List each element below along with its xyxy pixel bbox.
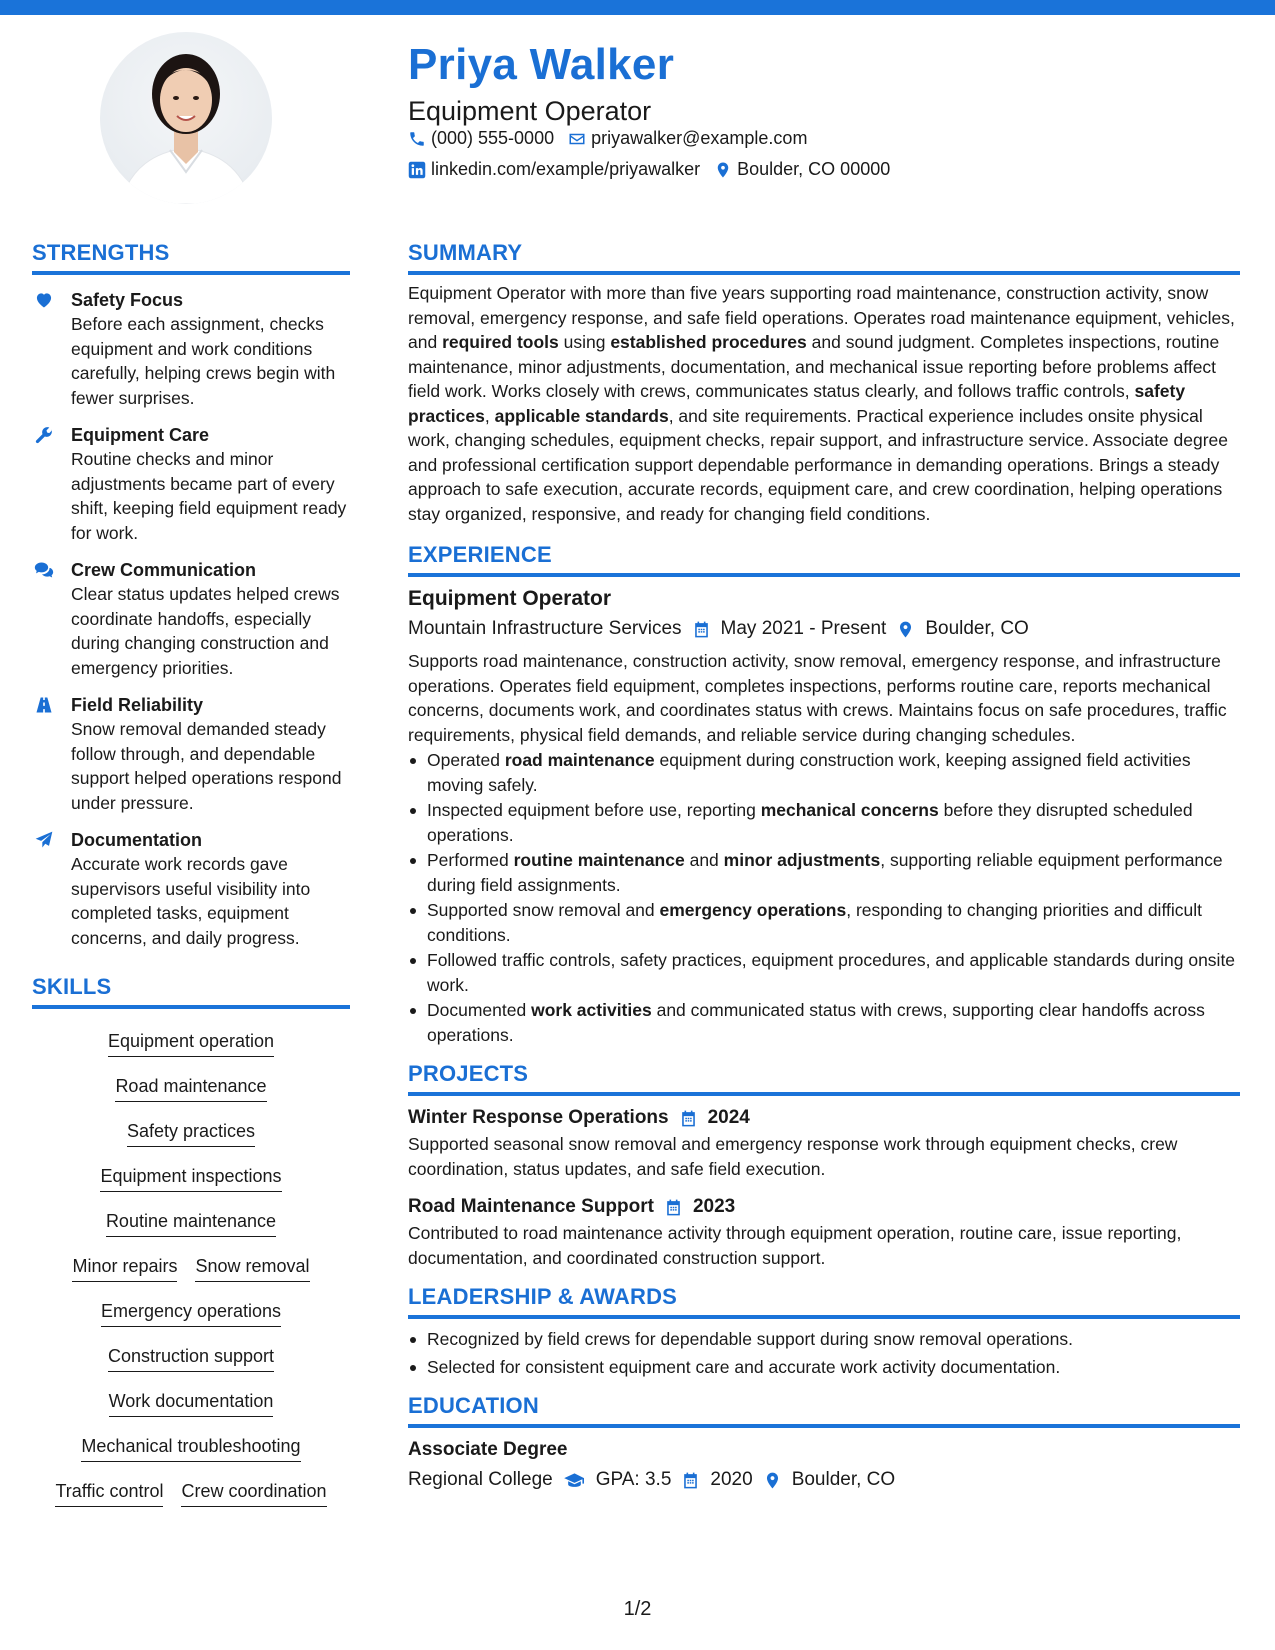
degree: Associate Degree: [408, 1439, 568, 1460]
job-description: Supports road maintenance, construction activity, snow removal, emergency response, and infrastructure operations. Operates field equipment, completes inspections, performs routine care, reports mechanical concerns, documents work, and coordinates status with crews. Maintains focus on safe procedures, traffic requirements, physical field demands, and reliable service during changing schedules.: [408, 651, 1227, 745]
skill-row: [109, 1383, 274, 1428]
education-heading: EDUCATION: [408, 1393, 1240, 1428]
experience-bullets: [408, 748, 1240, 1047]
phone-icon: [408, 130, 426, 148]
strength-title: Documentation: [71, 830, 203, 850]
strength-item: [32, 288, 350, 410]
skill-tag: Minor repairs: [72, 1254, 177, 1282]
skill-row: [115, 1068, 266, 1113]
skill-row: [72, 1248, 309, 1293]
calendar-icon: [664, 1198, 683, 1217]
map-pin-icon: [714, 161, 732, 179]
phone-contact[interactable]: [408, 128, 554, 149]
bold-phrase: road maintenance: [504, 750, 655, 770]
chat-icon: [34, 560, 54, 580]
project-item: [408, 1193, 1240, 1270]
strength-title: Equipment Care: [71, 425, 210, 445]
summary-heading: SUMMARY: [408, 240, 1240, 275]
experience-bullet: Followed traffic controls, safety practices, equipment procedures, and applicable standards during onsite work.: [408, 948, 1240, 997]
job-title: Equipment Operator: [408, 587, 612, 610]
bold-phrase: safety practices: [408, 381, 1186, 426]
education-meta: [408, 1466, 1240, 1494]
top-accent-bar: [0, 0, 1275, 15]
map-pin-icon: [763, 1471, 782, 1490]
skill-tag: Work documentation: [109, 1389, 274, 1417]
bold-phrase: emergency operations: [659, 900, 847, 920]
project-year: 2024: [707, 1107, 750, 1128]
project-header: [408, 1193, 1240, 1221]
calendar-icon: [681, 1471, 700, 1490]
projects-heading: PROJECTS: [408, 1061, 1240, 1096]
skill-row: [55, 1473, 326, 1518]
contact-row-2: [408, 159, 890, 180]
calendar-icon: [679, 1109, 698, 1128]
strength-item: [32, 423, 350, 545]
bold-phrase: required tools: [442, 332, 559, 352]
gpa: GPA: 3.5: [595, 1469, 672, 1490]
bold-phrase: minor adjustments: [723, 850, 881, 870]
right-column: [408, 240, 1240, 1500]
wrench-icon: [34, 425, 54, 445]
skill-row: [127, 1113, 255, 1158]
candidate-name: Priya Walker: [408, 40, 675, 89]
strength-desc: Before each assignment, checks equipment and work conditions carefully, helping crews begin with fewer surprises.: [71, 314, 336, 408]
skills-heading: SKILLS: [32, 974, 350, 1009]
graduation-cap-icon: [563, 1471, 586, 1490]
skill-tag: Snow removal: [195, 1254, 309, 1282]
strength-item: [32, 693, 350, 815]
skill-row: [101, 1293, 281, 1338]
experience-bullet: Inspected equipment before use, reporting mechanical concerns before they disrupted scheduled operations.: [408, 798, 1240, 847]
bold-phrase: mechanical concerns: [760, 800, 939, 820]
bold-phrase: routine maintenance: [513, 850, 685, 870]
calendar-icon: [692, 620, 711, 639]
skill-row: [106, 1203, 276, 1248]
skill-tag: Mechanical troubleshooting: [81, 1434, 300, 1462]
bold-phrase: applicable standards: [494, 405, 669, 426]
strength-desc: Accurate work records gave supervisors useful visibility into completed tasks, equipment concerns, and daily progress.: [71, 854, 311, 948]
location-text: Boulder, CO 00000: [737, 159, 891, 179]
linkedin-contact[interactable]: [408, 159, 700, 180]
skill-tag: Equipment operation: [108, 1029, 274, 1057]
graduation-year: 2020: [710, 1469, 753, 1490]
summary-text: Equipment Operator with more than five years supporting road maintenance, construction activity, snow removal, emergency response, and safe field operations. Operates road maintenance equipment, vehicles, and required tools using established procedures and sound judgment. Completes inspections, routine maintenance, minor adjustments, documentation, and mechanical issue reporting before problems affect field work. Works closely with crews, communicates status clearly, and follows traffic controls, safety practices, applicable standards, and site requirements. Practical experience includes onsite physical work, changing schedules, equipment checks, repair support, and infrastructure service. Associate degree and professional certification support dependable performance in demanding operations. Brings a steady approach to safe execution, accurate records, equipment care, and crew coordination, helping operations stay organized, responsive, and ready for changing field conditions.: [408, 283, 1235, 524]
skill-row: [81, 1428, 300, 1473]
company-name: Mountain Infrastructure Services: [408, 618, 682, 639]
strength-item: [32, 828, 350, 950]
experience-bullet: Documented work activities and communicated status with crews, supporting clear handoffs across operations.: [408, 998, 1240, 1047]
school-name: Regional College: [408, 1469, 553, 1490]
map-pin-icon: [896, 620, 915, 639]
heart-icon: [34, 290, 54, 310]
left-column: [32, 240, 350, 1518]
profile-photo: [100, 32, 272, 204]
project-title: Winter Response Operations: [408, 1107, 669, 1128]
skill-tag: Construction support: [108, 1344, 274, 1372]
project-item: [408, 1104, 1240, 1181]
linkedin-text: linkedin.com/example/priyawalker: [431, 159, 701, 179]
bold-phrase: work activities: [531, 1000, 652, 1020]
strength-title: Field Reliability: [71, 695, 204, 715]
skill-tag: Traffic control: [55, 1479, 163, 1507]
strength-desc: Clear status updates helped crews coordinate handoffs, especially during changing construction and emergency priorities.: [71, 584, 340, 678]
project-desc: Contributed to road maintenance activity through equipment operation, routine care, issue reporting, documentation, and coordinated construction support.: [408, 1223, 1182, 1268]
skill-row: [108, 1023, 274, 1068]
skill-row: [108, 1338, 274, 1383]
education-location: Boulder, CO: [791, 1469, 896, 1490]
skill-tag: Road maintenance: [115, 1074, 266, 1102]
paper-plane-icon: [34, 830, 54, 850]
experience-heading: EXPERIENCE: [408, 542, 1240, 577]
skill-tag: Routine maintenance: [106, 1209, 276, 1237]
job-dates: May 2021 - Present: [720, 618, 887, 639]
job-meta: [408, 615, 1240, 643]
leadership-heading: LEADERSHIP & AWARDS: [408, 1284, 1240, 1319]
strength-desc: Routine checks and minor adjustments became part of every shift, keeping field equipment ready for work.: [71, 449, 347, 543]
strength-item: [32, 558, 350, 680]
experience-bullet: Supported snow removal and emergency operations, responding to changing priorities and difficult conditions.: [408, 898, 1240, 947]
bold-phrase: established procedures: [610, 332, 807, 352]
experience-bullet: Performed routine maintenance and minor adjustments, supporting reliable equipment performance during field assignments.: [408, 848, 1240, 897]
strengths-heading: STRENGTHS: [32, 240, 350, 275]
project-year: 2023: [692, 1196, 736, 1217]
phone-text: (000) 555-0000: [431, 128, 555, 148]
project-desc: Supported seasonal snow removal and emergency response work through equipment checks, crew coordination, status updates, and safe field execution.: [408, 1134, 1178, 1179]
linkedin-icon: [408, 161, 426, 179]
leadership-item: Recognized by field crews for dependable support during snow removal operations.: [408, 1327, 1240, 1352]
skills-list: [32, 1023, 350, 1518]
leadership-item: Selected for consistent equipment care and accurate work activity documentation.: [408, 1355, 1240, 1380]
experience-bullet: Operated road maintenance equipment during construction work, keeping assigned field activities moving safely.: [408, 748, 1240, 797]
skill-tag: Safety practices: [127, 1119, 255, 1147]
email-text: priyawalker@example.com: [591, 128, 808, 148]
skill-tag: Crew coordination: [181, 1479, 326, 1507]
candidate-title: Equipment Operator: [408, 96, 652, 126]
strength-desc: Snow removal demanded steady follow through, and dependable support helped operations respond under pressure.: [71, 719, 342, 813]
road-icon: [34, 695, 54, 715]
page-number: 1/2: [623, 1598, 652, 1620]
strength-title: Safety Focus: [71, 290, 184, 310]
leadership-list: [408, 1327, 1240, 1379]
email-contact[interactable]: [568, 128, 807, 149]
location-contact: [714, 159, 890, 180]
project-title: Road Maintenance Support: [408, 1196, 654, 1217]
skill-tag: Emergency operations: [101, 1299, 281, 1327]
contact-row-1: [408, 128, 807, 149]
strengths-list: [32, 288, 350, 950]
project-header: [408, 1104, 1240, 1132]
skill-row: [100, 1158, 281, 1203]
strength-title: Crew Communication: [71, 560, 257, 580]
skill-tag: Equipment inspections: [100, 1164, 281, 1192]
job-location: Boulder, CO: [925, 618, 1029, 639]
envelope-icon: [568, 130, 586, 148]
